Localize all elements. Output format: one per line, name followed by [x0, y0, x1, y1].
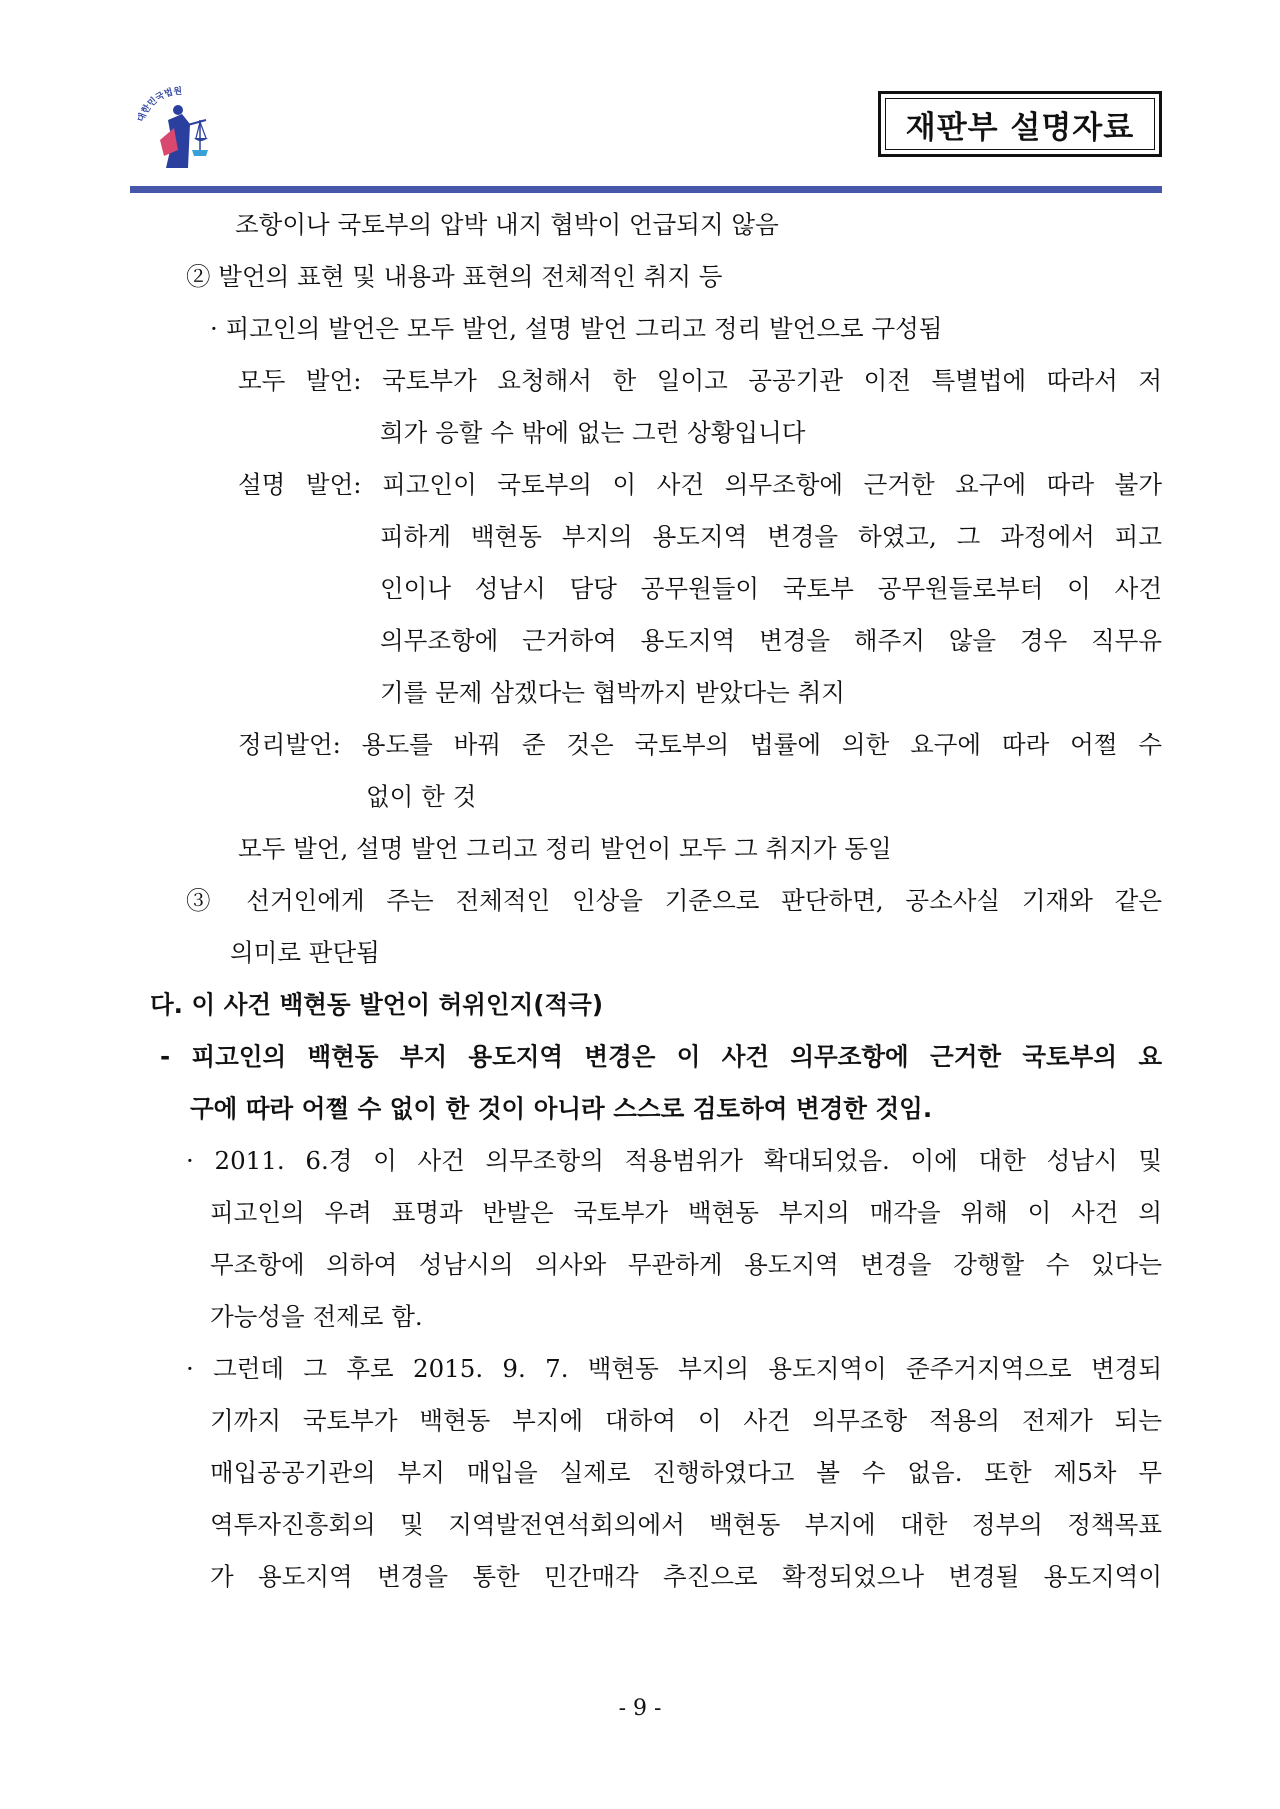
text-line: 정리발언: 용도를 바꿔 준 것은 국토부의 법률에 의한 요구에 따라 어쩔 수: [238, 730, 1162, 759]
text-line: 기까지 국토부가 백현동 부지에 대하여 이 사건 의무조항 적용의 전제가 되는: [210, 1406, 1162, 1435]
text-line: 인이나 성남시 담당 공무원들이 국토부 공무원들로부터 이 사건: [380, 574, 1162, 603]
text-line: 의무조항에 근거하여 용도지역 변경을 해주지 않을 경우 직무유: [380, 626, 1162, 655]
text-line: 무조항에 의하여 성남시의 의사와 무관하게 용도지역 변경을 강행할 수 있다는: [210, 1250, 1162, 1279]
text-line: 가능성을 전제로 함.: [210, 1302, 423, 1331]
document-title: 재판부 설명자료: [905, 109, 1135, 146]
text-line: 기를 문제 삼겠다는 협박까지 받았다는 취지: [380, 678, 845, 707]
text-line: · 2011. 6.경 이 사건 의무조항의 적용범위가 확대되었음. 이에 대한 성남시 및: [186, 1146, 1162, 1175]
text-line: 매입공공기관의 부지 매입을 실제로 진행하였다고 볼 수 없음. 또한 제5차 무: [210, 1458, 1162, 1487]
court-logo: [130, 80, 230, 180]
text-line: 피고인의 우려 표명과 반발은 국토부가 백현동 부지의 매각을 위해 이 사건 의: [210, 1198, 1162, 1227]
text-line: 없이 한 것: [366, 782, 477, 811]
text-line: ③ 선거인에게 주는 전체적인 인상을 기준으로 판단하면, 공소사실 기재와 같은: [186, 886, 1162, 915]
text-line: 조항이나 국토부의 압박 내지 협박이 언급되지 않음: [235, 210, 779, 239]
page-number: - 9 -: [618, 1696, 662, 1721]
text-line: 역투자진흥회의 및 지역발전연석회의에서 백현동 부지에 대한 정부의 정책목표: [210, 1510, 1162, 1539]
text-line: 가 용도지역 변경을 통한 민간매각 추진으로 확정되었으나 변경될 용도지역이: [210, 1562, 1162, 1591]
text-line: 희가 응할 수 밖에 없는 그런 상황입니다: [380, 418, 806, 447]
header-divider: [130, 186, 1162, 193]
text-line: 피하게 백현동 부지의 용도지역 변경을 하였고, 그 과정에서 피고: [380, 522, 1162, 551]
bold-text-line: 구에 따라 어쩔 수 없이 한 것이 아니라 스스로 검토하여 변경한 것임.: [190, 1094, 933, 1123]
text-line: · 피고인의 발언은 모두 발언, 설명 발언 그리고 정리 발언으로 구성됨: [210, 314, 943, 343]
text-line: 모두 발언: 국토부가 요청해서 한 일이고 공공기관 이전 특별법에 따라서 저: [238, 366, 1162, 395]
text-line: 설명 발언: 피고인이 국토부의 이 사건 의무조항에 근거한 요구에 따라 불가: [238, 470, 1162, 499]
text-line: 모두 발언, 설명 발언 그리고 정리 발언이 모두 그 취지가 동일: [238, 834, 892, 863]
section-heading: 다. 이 사건 백현동 발언이 허위인지(적극): [150, 990, 604, 1019]
logo-text: 대한민국법원: [136, 86, 183, 124]
text-line: ② 발언의 표현 및 내용과 표현의 전체적인 취지 등: [186, 262, 723, 291]
justice-emblem-icon: [130, 80, 230, 180]
bold-text-line: - 피고인의 백현동 부지 용도지역 변경은 이 사건 의무조항에 근거한 국토부의 요: [160, 1042, 1162, 1071]
text-line: · 그런데 그 후로 2015. 9. 7. 백현동 부지의 용도지역이 준주거지역으로 변경되: [186, 1354, 1162, 1383]
text-line: 의미로 판단됨: [230, 938, 380, 967]
document-title-box: [878, 91, 1162, 157]
